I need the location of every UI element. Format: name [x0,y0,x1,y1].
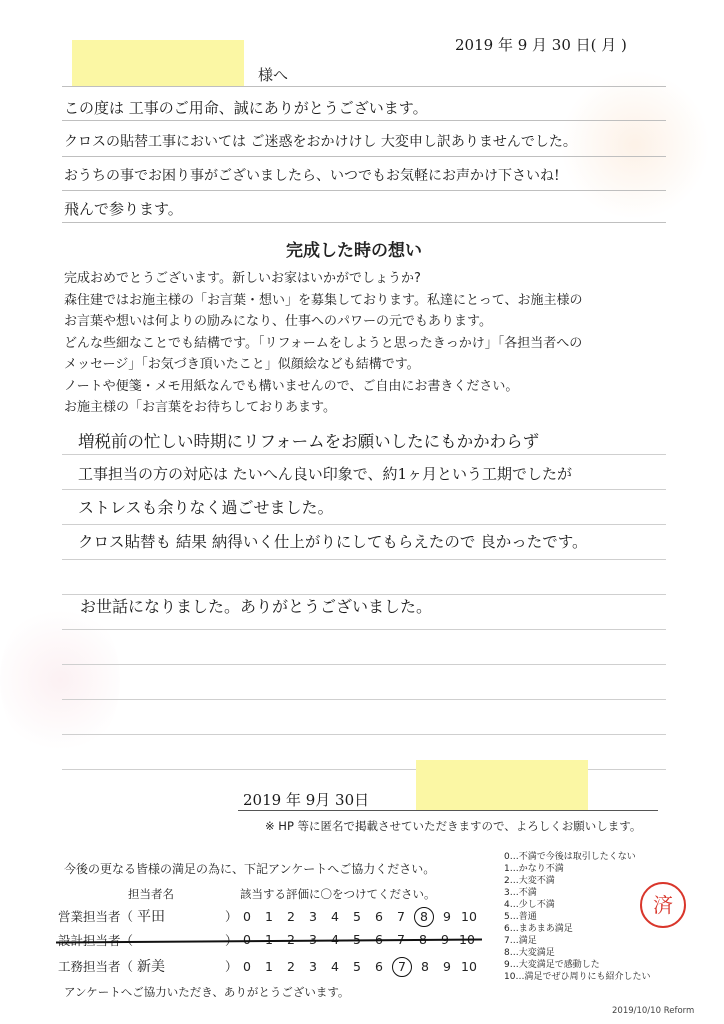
ruled-line [62,559,666,560]
role-bracket: （ [120,909,134,924]
customer-message-line-2: 工事担当の方の対応は たいへん良い印象で、約1ヶ月という工期でしたが [78,465,573,483]
role-bracket: （ [120,959,134,974]
approval-stamp: 済 [640,882,686,928]
letter-line-2: クロスの貼替工事においては ご迷惑をおかけけし 大変申し訳ありませんでした。 [64,134,577,150]
signature-name-redaction [416,760,588,810]
legend-item: 10…満足でぜひ周りにも紹介したい [504,972,651,982]
rating-option[interactable]: 0 [243,959,251,974]
customer-message-line-1: 増税前の忙しい時期にリフォームをお願いしたにもかかわらず [78,432,540,451]
staff-name: 平田 [137,909,166,925]
ruled-line [62,699,666,700]
intro-text [64,268,582,419]
rule [62,86,666,87]
staff-name: 新美 [137,959,166,975]
rating-option-selected[interactable]: 7 [392,957,412,977]
survey-col-person: 担当者名 [128,887,174,901]
rating-option[interactable]: 5 [353,909,361,924]
letter-line-3: おうちの事でお困り事がございましたら、いつでもお気軽にお声かけ下さいね! [64,168,560,184]
legend-item: 5…普通 [504,912,537,922]
survey-row-construction [58,956,238,976]
intro-line: お言葉や想いは何よりの励みになり、仕事へのパワーの元でもあります。 [64,314,492,329]
signature-rule [238,810,658,811]
legend-item: 9…大変満足で感動した [504,960,600,970]
letter-date: 2019 年 9 月 30 日( 月 ) [455,36,627,54]
rating-option[interactable]: 3 [309,959,317,974]
rating-option[interactable]: 5 [353,959,361,974]
role-bracket: ） [225,959,238,974]
rating-option[interactable]: 3 [309,909,317,924]
legend-item: 4…少し不満 [504,900,555,910]
role-bracket: ） [225,909,238,924]
rule [62,156,666,157]
rule [62,190,666,191]
rating-option[interactable]: 7 [397,909,405,924]
rating-option[interactable]: 2 [287,909,295,924]
customer-message-line-4: クロス貼替も 結果 納得いく仕上がりにしてもらえたので 良かったです。 [78,533,588,551]
rating-option[interactable]: 0 [243,909,251,924]
legend-item: 2…大変不満 [504,876,555,886]
rating-option[interactable]: 4 [331,909,339,924]
rating-option[interactable]: 1 [265,959,273,974]
rating-option[interactable]: 2 [287,959,295,974]
legend-item: 7…満足 [504,936,537,946]
legend-item: 8…大変満足 [504,948,555,958]
role-label: 営業担当者 [58,909,121,924]
rating-option[interactable]: 1 [265,909,273,924]
section-title: 完成した時の想い [286,241,422,261]
recipient-suffix: 様へ [258,66,289,84]
background-decoration [560,70,710,220]
rule [62,120,666,121]
rating-option[interactable]: 9 [443,909,451,924]
customer-message-line-3: ストレスも余りなく過ごせました。 [78,498,334,517]
customer-message-line-5: お世話になりました。ありがとうございました。 [80,597,433,616]
rating-scale-sales [236,907,480,927]
intro-line: お施主様の「お言葉をお待ちしておりあます。 [64,400,336,415]
intro-line: ノートや便箋・メモ用紙なんでも構いませんので、ご自由にお書きください。 [64,378,519,394]
rating-option[interactable]: 10 [461,909,477,924]
form-footer: 2019/10/10 Reform [612,1006,695,1016]
intro-line: 森住建ではお施主様の「お言葉・想い」を募集しております。私達にとって、お施主様の [64,292,583,308]
legend-item: 3…不満 [504,888,537,898]
letter-line-1: この度は 工事のご用命、誠にありがとうございます。 [64,99,428,117]
survey-intro: 今後の更なる皆様の満足の為に、下記アンケートへご協力ください。 [64,862,436,876]
survey-thanks: アンケートへご協力いただき、ありがとうございます。 [64,985,350,999]
rating-scale-construction [236,957,480,977]
rating-option[interactable]: 9 [443,959,451,974]
rating-option[interactable]: 4 [331,959,339,974]
ruled-line [62,489,666,490]
privacy-note: ※ HP 等に匿名で掲載させていただきますので、よろしくお願いします。 [265,819,642,833]
rating-option[interactable]: 8 [421,959,429,974]
legend-item: 1…かなり不満 [504,864,564,874]
rating-option-selected[interactable]: 8 [414,907,434,927]
letter-line-4: 飛んで参ります。 [64,200,183,218]
legend-item: 6…まあまあ満足 [504,924,573,934]
role-label: 工務担当者 [58,959,121,974]
rating-legend [504,851,650,983]
rule [62,222,666,223]
ruled-line [62,454,666,455]
rating-option[interactable]: 6 [375,959,383,974]
recipient-name-redaction [72,40,244,86]
background-decoration [0,600,120,760]
signature-date: 2019 年 9月 30日 [243,791,370,809]
legend-item: 0…不満で今後は取引したくない [504,852,636,862]
intro-line: メッセージ」「お気づき頂いたこと」似顔絵なども結構です。 [64,357,420,372]
ruled-line [62,629,666,630]
ruled-line [62,664,666,665]
ruled-line [62,524,666,525]
intro-line: 完成おめでとうございます。新しいお家はいかがでしょうか? [64,271,421,286]
survey-row-sales [58,906,238,926]
ruled-line [62,734,666,735]
survey-col-rating: 該当する評価に〇をつけてください。 [240,887,436,901]
rating-option[interactable]: 10 [461,959,477,974]
rating-option[interactable]: 6 [375,909,383,924]
intro-line: どんな些細なことでも結構です。「リフォームをしようと思ったきっかけ」「各担当者への [64,335,583,351]
